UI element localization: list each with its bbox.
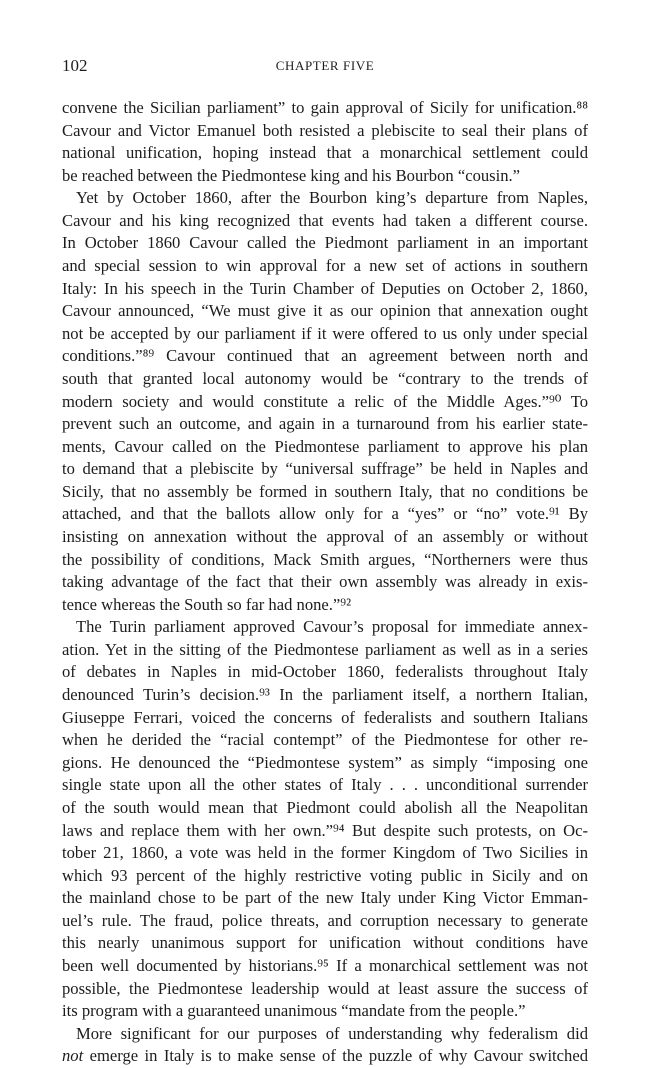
text-line: Sicily, that no assembly be formed in southern Italy, that no conditions be [62,481,588,501]
text-line: south that granted local autonomy would be “contrary to the trends of [62,368,588,388]
text-line: convene the Sicilian parliament” to gain approval of Sicily for unification.⁸⁸ [62,98,588,117]
text-line: possible, the Piedmontese leadership would at least assure the success of [62,978,588,998]
text-line: be reached between the Piedmontese king and his Bourbon “cousin.” [62,165,521,185]
text-line: conditions.”⁸⁹ Cavour continued that an agreement between north and [62,346,588,366]
text-line: ments, Cavour called on the Piedmontese parliament to approve his plan [62,436,588,456]
text-line: to demand that a plebiscite by “universal suffrage” be held in Naples and [62,459,588,479]
text-line: laws and replace them with her own.”⁹⁴ But despite such protests, on Oc- [62,820,588,840]
text-line: of debates in Naples in mid-October 1860, federalists throughout Italy [62,662,588,682]
text-line: uel’s rule. The fraud, police threats, and corruption necessary to generate [62,910,588,930]
book-page [62,56,588,1068]
text-line: Cavour announced, “We must give it as our opinion that annexation ought [62,301,588,321]
text-line: single state upon all the other states of Italy . . . unconditional surrender [62,775,588,795]
text-line: national unification, hoping instead that a monarchical settlement could [62,143,588,163]
chapter-title: CHAPTER FIVE [275,58,375,73]
text-line: In October 1860 Cavour called the Piedmont parliament in an important [62,233,588,253]
text-line: been well documented by historians.⁹⁵ If a monarchical settlement was not [62,955,588,975]
text-line: Cavour and his king recognized that events had taken a different course. [62,210,588,230]
text-line: taking advantage of the fact that their own assembly was already in exis- [62,572,588,592]
text-line: its program with a guaranteed unanimous “mandate from the people.” [62,1001,526,1021]
text-line: this nearly unanimous support for unification without conditions have [62,933,588,953]
text-line: not be accepted by our parliament if it were offered to us only under special [62,323,588,343]
text-line: denounced Turin’s decision.⁹³ In the parliament itself, a northern Italian, [62,685,588,705]
body-text [62,97,588,1045]
text-line: Cavour and Victor Emanuel both resisted a plebiscite to seal their plans of [62,120,588,140]
text-line: of the south would mean that Piedmont could abolish all the Neapolitan [62,797,588,817]
text-line: tober 21, 1860, a vote was held in the former Kingdom of Two Sicilies in [62,843,588,863]
text-line: Yet by October 1860, after the Bourbon king’s departure from Naples, [76,188,588,208]
text-line: prevent such an outcome, and again in a turnaround from his earlier state- [62,414,588,434]
text-line: gions. He denounced the “Piedmontese system” as simply “imposing one [62,752,588,772]
text-line: tence whereas the South so far had none.”⁹² [62,594,352,614]
text-line: the possibility of conditions, Mack Smith argues, “Northerners were thus [62,549,588,569]
running-head [62,56,588,82]
page-number: 102 [62,56,88,75]
text-line: insisting on annexation without the approval of an assembly or without [62,526,588,546]
text-line: ation. Yet in the sitting of the Piedmontese parliament as well as in a series [62,639,588,659]
text-line: attached, and that the ballots allow only for a “yes” or “no” vote.⁹¹ By [62,504,588,524]
text-line: The Turin parliament approved Cavour’s proposal for immediate annex- [76,617,588,637]
text-line: More significant for our purposes of understanding why federalism did [76,1023,588,1043]
text-line: which 93 percent of the highly restrictive voting public in Sicily and on [62,865,588,885]
emphasis-word: not [62,1046,84,1066]
text-line: and special session to win approval for a new set of actions in southern [62,256,588,276]
text-line: the mainland chose to be part of the new Italy under King Victor Emman- [62,888,588,908]
text-line: Italy: In his speech in the Turin Chamber of Deputies on October 2, 1860, [62,278,588,298]
text-line: when he derided the “racial contempt” of the Piedmontese for other re- [62,730,588,750]
text-line: modern society and would constitute a relic of the Middle Ages.”⁹⁰ To [62,391,588,411]
line-remainder: emerge in Italy is to make sense of the puzzle of why Cavour switched [83,1046,588,1066]
text-line: Giuseppe Ferrari, voiced the concerns of federalists and southern Italians [62,707,588,727]
